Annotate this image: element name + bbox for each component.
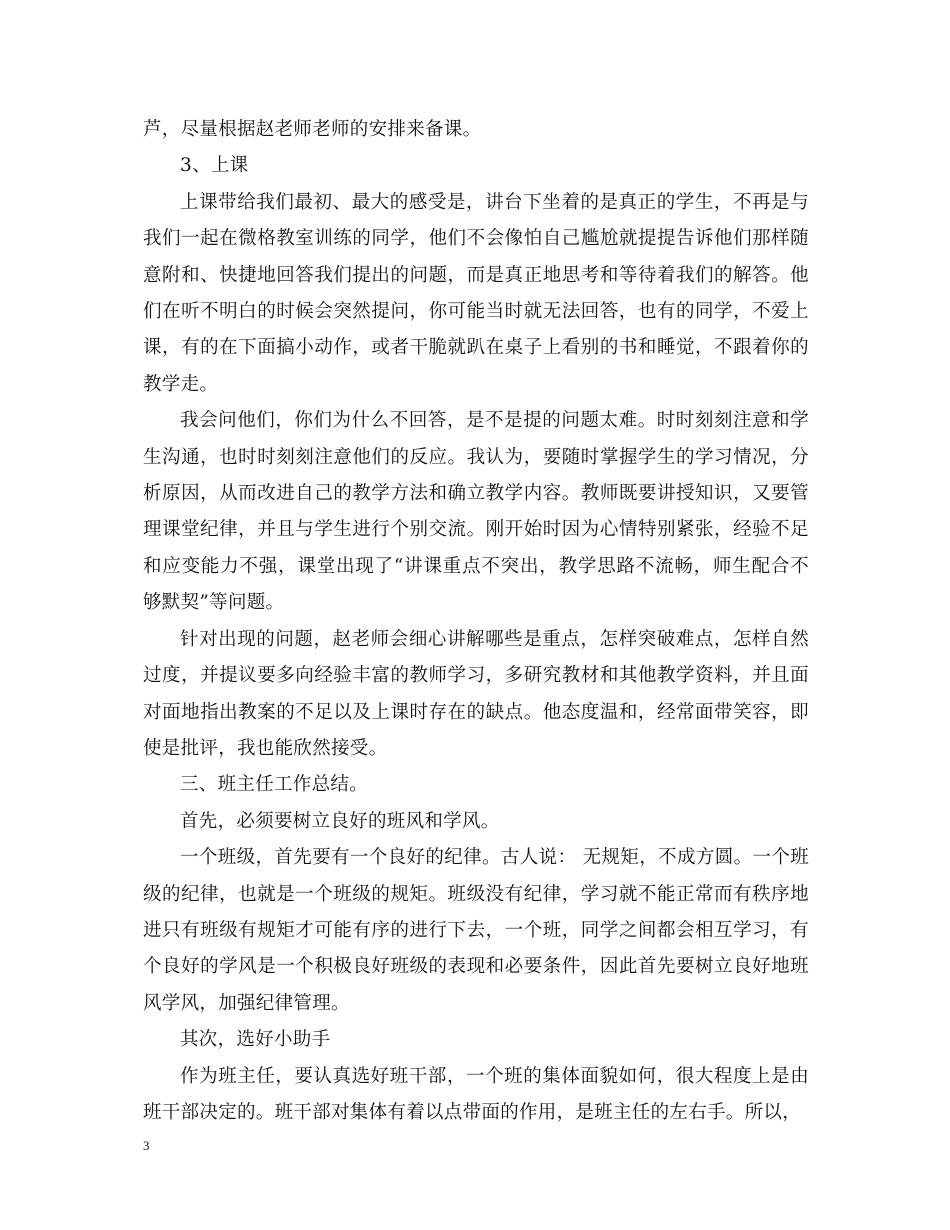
section-heading-class: 3、上课 (180, 155, 249, 177)
paragraph: 作为班主任，要认真选好班干部，一个班的集体面貌如何，很大程度上是由班干部决定的。班干部对集体有着以点带面的作用，是班主任的左右手。所以， (143, 1065, 809, 1123)
paragraph: 我会问他们，你们为什么不回答，是不是提的问题太难。时时刻刻注意和学生沟通，也时时刻刻注意他们的反应。我认为，要随时掌握学生的学习情况，分析原因，从而改进自己的教学方法和确立教学内容。教师既要讲授知识，又要管理课堂纪律，并且与学生进行个别交流。刚开始时因为心情特别紧张，经验不足和应变能力不强，课堂出现了“讲课重点不突出，教学思路不流畅，师生配合不够默契”等问题。 (143, 410, 809, 614)
paragraph: 首先，必须要树立良好的班风和学风。 (180, 810, 500, 832)
document-body (143, 112, 809, 1131)
paragraph: 一个班级，首先要有一个良好的纪律。古人说： 无规矩，不成方圆。一个班级的纪律，也就是一个班级的规矩。班级没有纪律，学习就不能正常而有秩序地进只有班级有规矩才可能有序的进行下去，一个班，同学之间都会相互学习，有个良好的学风是一个积极良好班级的表现和必要条件，因此首先要树立良好地班风学风，加强纪律管理。 (143, 847, 809, 1014)
paragraph: 其次，选好小助手 (180, 1029, 331, 1051)
paragraph: 上课带给我们最初、最大的感受是，讲台下坐着的是真正的学生，不再是与我们一起在微格教室训练的同学，他们不会像怕自己尴尬就提提告诉他们那样随意附和、快捷地回答我们提出的问题，而是真正地思考和等待着我们的解答。他们在听不明白的时候会突然提问，你可能当时就无法回答，也有的同学，不爱上课，有的在下面搞小动作，或者干脆就趴在桌子上看别的书和睡觉，不跟着你的教学走。 (143, 191, 809, 395)
section-heading-homeroom: 三、班主任工作总结。 (180, 774, 369, 796)
paragraph: 针对出现的问题，赵老师会细心讲解哪些是重点，怎样突破难点，怎样自然过度，并提议要多向经验丰富的教师学习，多研究教材和其他教学资料，并且面对面地指出教案的不足以及上课时存在的缺点。他态度温和，经常面带笑容，即使是批评，我也能欣然接受。 (143, 628, 809, 759)
paragraph: 芦，尽量根据赵老师老师的安排来备课。 (143, 119, 482, 140)
page-number: 3 (143, 1138, 150, 1153)
